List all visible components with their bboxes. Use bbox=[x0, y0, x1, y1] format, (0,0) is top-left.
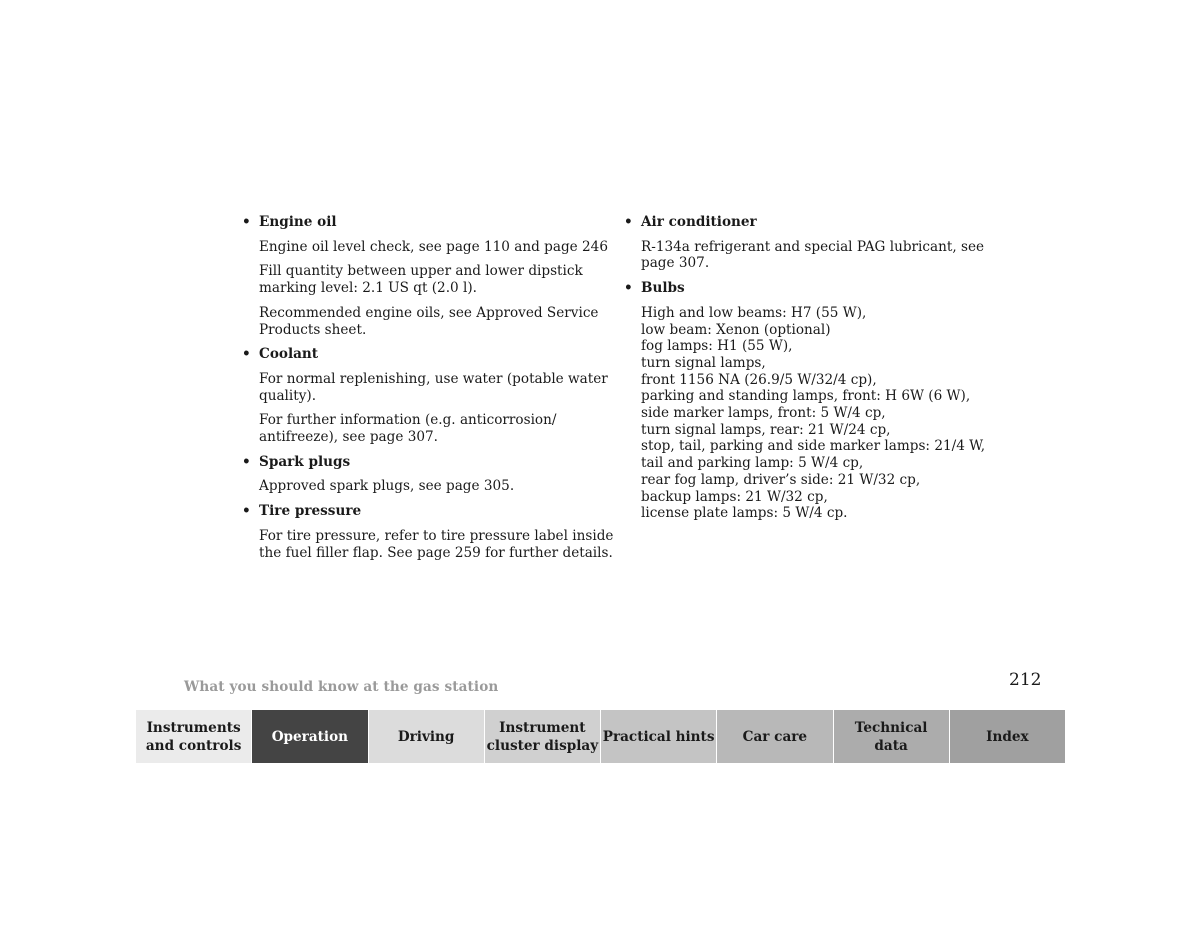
text-line: For normal replenishing, use water (potable water bbox=[259, 370, 608, 387]
tab-driving[interactable] bbox=[369, 710, 485, 763]
section-spark-plugs bbox=[242, 454, 587, 495]
text-line: turn signal lamps, bbox=[641, 354, 766, 371]
text-line: stop, tail, parking and side marker lamps: 21/4 W, bbox=[641, 438, 986, 455]
text-line: Products sheet. bbox=[259, 321, 367, 338]
section-heading bbox=[242, 454, 587, 471]
text-line: Engine oil level check, see page 110 and page 246 bbox=[259, 238, 608, 255]
tab-label bbox=[986, 728, 1029, 746]
bullet-icon: • bbox=[242, 453, 251, 470]
tab-label-line: Instrument bbox=[499, 719, 586, 736]
tab-instruments[interactable] bbox=[136, 710, 252, 763]
text-line: side marker lamps, front: 5 W/4 cp, bbox=[641, 405, 886, 422]
tab-label-line: cluster display bbox=[486, 737, 599, 754]
text-line: turn signal lamps, rear: 21 W/24 cp, bbox=[641, 421, 891, 438]
text-line: page 307. bbox=[641, 255, 710, 272]
text-line: tail and parking lamp: 5 W/4 cp, bbox=[641, 455, 864, 472]
text-line: Approved spark plugs, see page 305. bbox=[259, 478, 515, 495]
tab-label bbox=[398, 728, 455, 746]
paragraph bbox=[641, 238, 985, 272]
section-heading bbox=[242, 503, 587, 520]
paragraph bbox=[259, 238, 608, 256]
tab-label-line: Index bbox=[986, 728, 1029, 745]
text-line: fog lamps: H1 (55 W), bbox=[641, 338, 793, 355]
text-line: R-134a refrigerant and special PAG lubricant, see bbox=[641, 238, 985, 255]
bullet-icon: • bbox=[242, 503, 251, 520]
section-air-conditioner bbox=[624, 214, 985, 272]
text-line: Recommended engine oils, see Approved Service bbox=[259, 304, 599, 321]
tab-label-line: Instruments bbox=[146, 719, 241, 736]
section-heading-text: Air conditioner bbox=[641, 214, 757, 230]
text-line: For tire pressure, refer to tire pressure label inside bbox=[259, 527, 614, 544]
section-engine-oil bbox=[242, 214, 608, 338]
section-coolant bbox=[242, 346, 608, 446]
section-heading-text: Tire pressure bbox=[259, 503, 362, 520]
tab-technical[interactable] bbox=[834, 710, 950, 763]
tab-carcare[interactable] bbox=[717, 710, 833, 763]
paragraph bbox=[259, 412, 587, 445]
paragraph bbox=[259, 527, 614, 561]
paragraph bbox=[259, 370, 608, 404]
tab-label-line: Car care bbox=[742, 728, 808, 745]
tab-label bbox=[487, 719, 599, 755]
tab-practical[interactable] bbox=[601, 710, 717, 763]
text-line: low beam: Xenon (optional) bbox=[641, 321, 831, 338]
tab-operation[interactable] bbox=[252, 710, 368, 763]
section-tire-pressure bbox=[242, 503, 614, 561]
paragraph bbox=[259, 478, 587, 495]
text-line: High and low beams: H7 (55 W), bbox=[641, 304, 867, 321]
left-column bbox=[242, 214, 614, 569]
section-heading bbox=[242, 214, 587, 231]
text-line: front 1156 NA (26.9/5 W/32/4 cp), bbox=[641, 371, 877, 388]
page-number: 212 bbox=[1009, 670, 1042, 690]
text-line: antifreeze), see page 307. bbox=[259, 429, 438, 446]
section-title: What you should know at the gas station bbox=[184, 679, 499, 695]
section-heading bbox=[242, 346, 587, 363]
bullet-icon: • bbox=[242, 346, 251, 363]
tab-cluster[interactable] bbox=[485, 710, 601, 763]
section-heading-text: Coolant bbox=[259, 346, 319, 363]
paragraph bbox=[259, 263, 587, 296]
paragraph bbox=[259, 304, 599, 338]
text-line: backup lamps: 21 W/32 cp, bbox=[641, 488, 828, 505]
section-heading bbox=[624, 214, 969, 231]
tab-label-line: Driving bbox=[397, 728, 455, 745]
section-heading-text: Bulbs bbox=[641, 280, 685, 297]
text-line: quality). bbox=[259, 387, 317, 404]
right-column bbox=[624, 214, 986, 530]
tab-label-line: Operation bbox=[271, 728, 349, 745]
tab-label-line: Practical hints bbox=[602, 728, 715, 745]
tab-label bbox=[146, 719, 241, 755]
section-bulbs bbox=[624, 280, 986, 522]
text-line: parking and standing lamps, front: H 6W (6 W), bbox=[641, 388, 971, 405]
tab-label bbox=[272, 728, 348, 746]
tab-index[interactable] bbox=[950, 710, 1065, 763]
text-line: the fuel filler flap. See page 259 for further details. bbox=[259, 544, 613, 561]
tab-label-line: and controls bbox=[145, 737, 242, 754]
text-line: For further information (e.g. anticorrosion/ bbox=[259, 412, 557, 429]
tab-label bbox=[855, 719, 928, 755]
text-line: license plate lamps: 5 W/4 cp. bbox=[641, 505, 848, 522]
tab-label bbox=[603, 728, 715, 746]
tab-label-line: data bbox=[874, 737, 908, 754]
section-heading bbox=[624, 280, 969, 297]
section-heading-text: Engine oil bbox=[259, 214, 337, 230]
tab-label-line: Technical bbox=[854, 719, 928, 736]
text-line: Fill quantity between upper and lower dipstick bbox=[259, 263, 583, 280]
tab-label bbox=[743, 728, 807, 746]
text-line: marking level: 2.1 US qt (2.0 l). bbox=[259, 280, 477, 297]
paragraph bbox=[641, 304, 986, 522]
bullet-icon: • bbox=[624, 280, 633, 297]
bullet-icon: • bbox=[624, 214, 633, 230]
chapter-tabs bbox=[136, 710, 1065, 763]
section-heading-text: Spark plugs bbox=[259, 453, 351, 470]
text-line: rear fog lamp, driver’s side: 21 W/32 cp, bbox=[641, 471, 921, 488]
bullet-icon: • bbox=[242, 214, 251, 230]
